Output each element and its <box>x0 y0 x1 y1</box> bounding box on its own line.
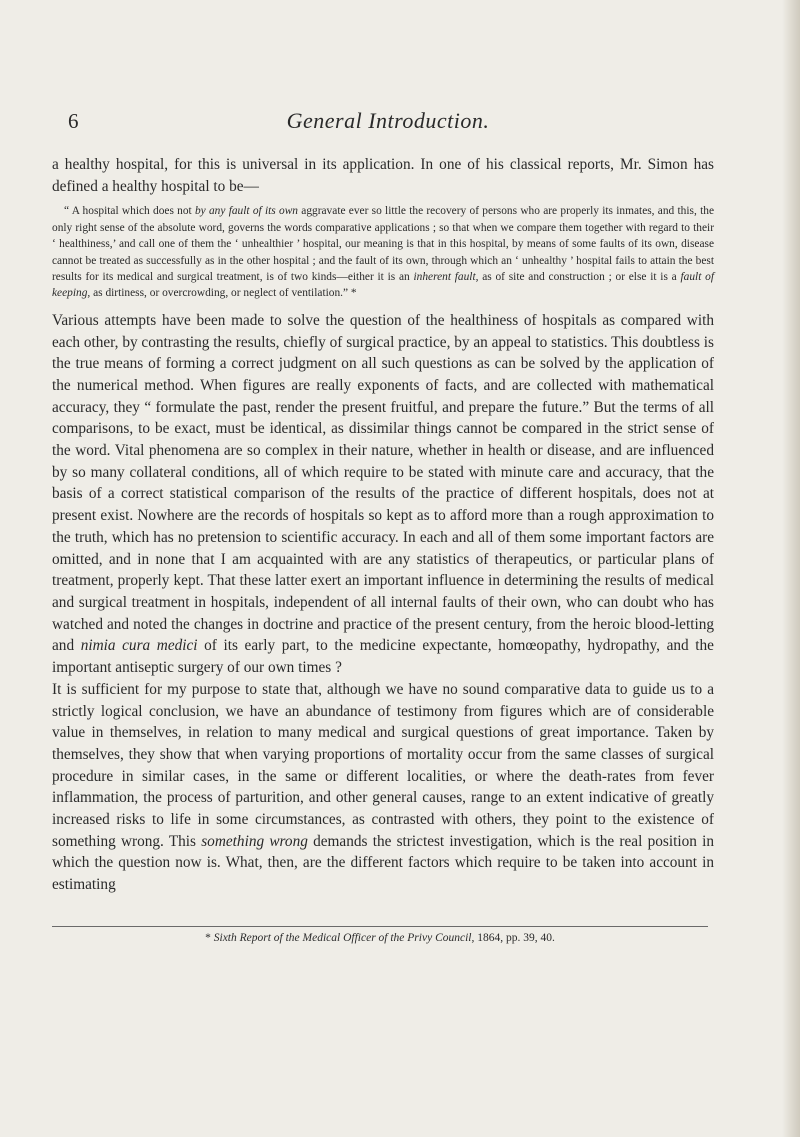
quote-italic: fault of keeping, <box>52 271 714 300</box>
page-number: 6 <box>68 109 79 133</box>
paragraph-text: It is sufficient for my purpose to state that, although we have no sound comparative data to guide us to a strictly logical conclusion, we have an abundance of testimony from figures which are of considerable value in themselves, in relation to many medical and surgical questions of great importance. Taken by themselves, they show that when varying proportions of mortality occur from the same classes of surgical procedure in similar cases, in the same or different localities, or where the death-rates from fever inflammation, the process of parturition, and other general causes, range to an extent indicative of greatly increased risks to life in some circumstances, as contrasted with others, they point to the existence of something wrong. This <box>52 680 714 850</box>
quote-italic: by any fault of its own <box>194 205 298 218</box>
paragraph-data <box>52 679 714 896</box>
paragraph-text: of its early part, to the medicine expectante, homœopathy, hydropathy, and the important antiseptic surgery of our own times ? <box>52 637 714 677</box>
quote-text: as dirtiness, or overcrowding, or neglect of ventilation.” * <box>90 287 357 300</box>
body-text <box>52 154 714 896</box>
paragraph-statistics <box>52 310 714 679</box>
footnote-divider <box>52 926 708 927</box>
paragraph-text: demands the strictest investigation, which is the real position in which the question now is. What, then, are the different factors which require to be taken into account in estimating <box>52 832 714 894</box>
paragraph-italic: something wrong <box>201 832 308 850</box>
footnote <box>52 931 708 946</box>
footnote-title: Sixth Report of the Medical Officer of the Privy Council, <box>213 932 475 944</box>
quote-text: “ A hospital which does not <box>64 205 195 218</box>
block-quote <box>52 203 714 301</box>
page-edge-shadow <box>782 0 800 1137</box>
paragraph-italic: nimia cura medici <box>80 637 198 655</box>
quote-text: aggravate ever so little the recovery of persons who are properly its inmates, and this, the only right sense of the absolute word, governs the words comparative applications ; so that when we compare them together with regard to their ‘ healthiness,’ and call one of them the ‘ unhealthier ’ hospital, our meaning is that in this hospital, by means of some faults of its own, disease cannot be treated as successfully as in the other hospital ; and the fault of its own, through which an ‘ unhealthy ’ hospital fails to attain the best results for its medical and surgical treatment, is of two kinds—either it is an <box>52 205 714 284</box>
quote-text: as of site and construction ; or else it is a <box>478 271 681 284</box>
paragraph-text: Various attempts have been made to solve the question of the healthiness of hospitals as compared with each other, by contrasting the results, chiefly of surgical practice, by an appeal to statistics. This doubtless is the true means of forming a correct judgment on all such questions as can be solved by the application of the numerical method. When figures are really exponents of facts, and are collected with mathematical accuracy, they “ formulate the past, render the present fruitful, and prepare the future.” But the terms of all comparisons, to be exact, must be identical, as dissimilar things cannot be compared in the strict sense of the word. Vital phenomena are so complex in their nature, whether in health or disease, and are influenced by so many collateral conditions, all of which require to be stated with minute care and accuracy, that the basis of a correct statistical comparison of the results of the practice of different hospitals, does not at present exist. Nowhere are the records of hospitals so kept as to afford more than a rough approximation to the truth, which has no pretension to scientific accuracy. In each and all of them some important factors are omitted, and in none that I am acquainted with are any statistics of therapeutics, or particular plans of treatment, properly kept. That these latter exert an important influence in determining the results of medical and surgical treatment in hospitals, independent of all internal faults of their own, who can doubt who has watched and noted the changes in doctrine and practice of the present century, from the heroic blood-letting and <box>52 311 714 655</box>
footnote-citation: 1864, pp. 39, 40. <box>474 932 555 944</box>
running-title: General Introduction. <box>286 108 490 133</box>
intro-paragraph: a healthy hospital, for this is universal in its application. In one of his classical reports, Mr. Simon has defined a healthy hospital to be— <box>52 156 714 195</box>
quote-italic: inherent fault, <box>413 271 479 284</box>
page-header <box>68 107 708 137</box>
footnote-marker: * <box>205 932 214 944</box>
